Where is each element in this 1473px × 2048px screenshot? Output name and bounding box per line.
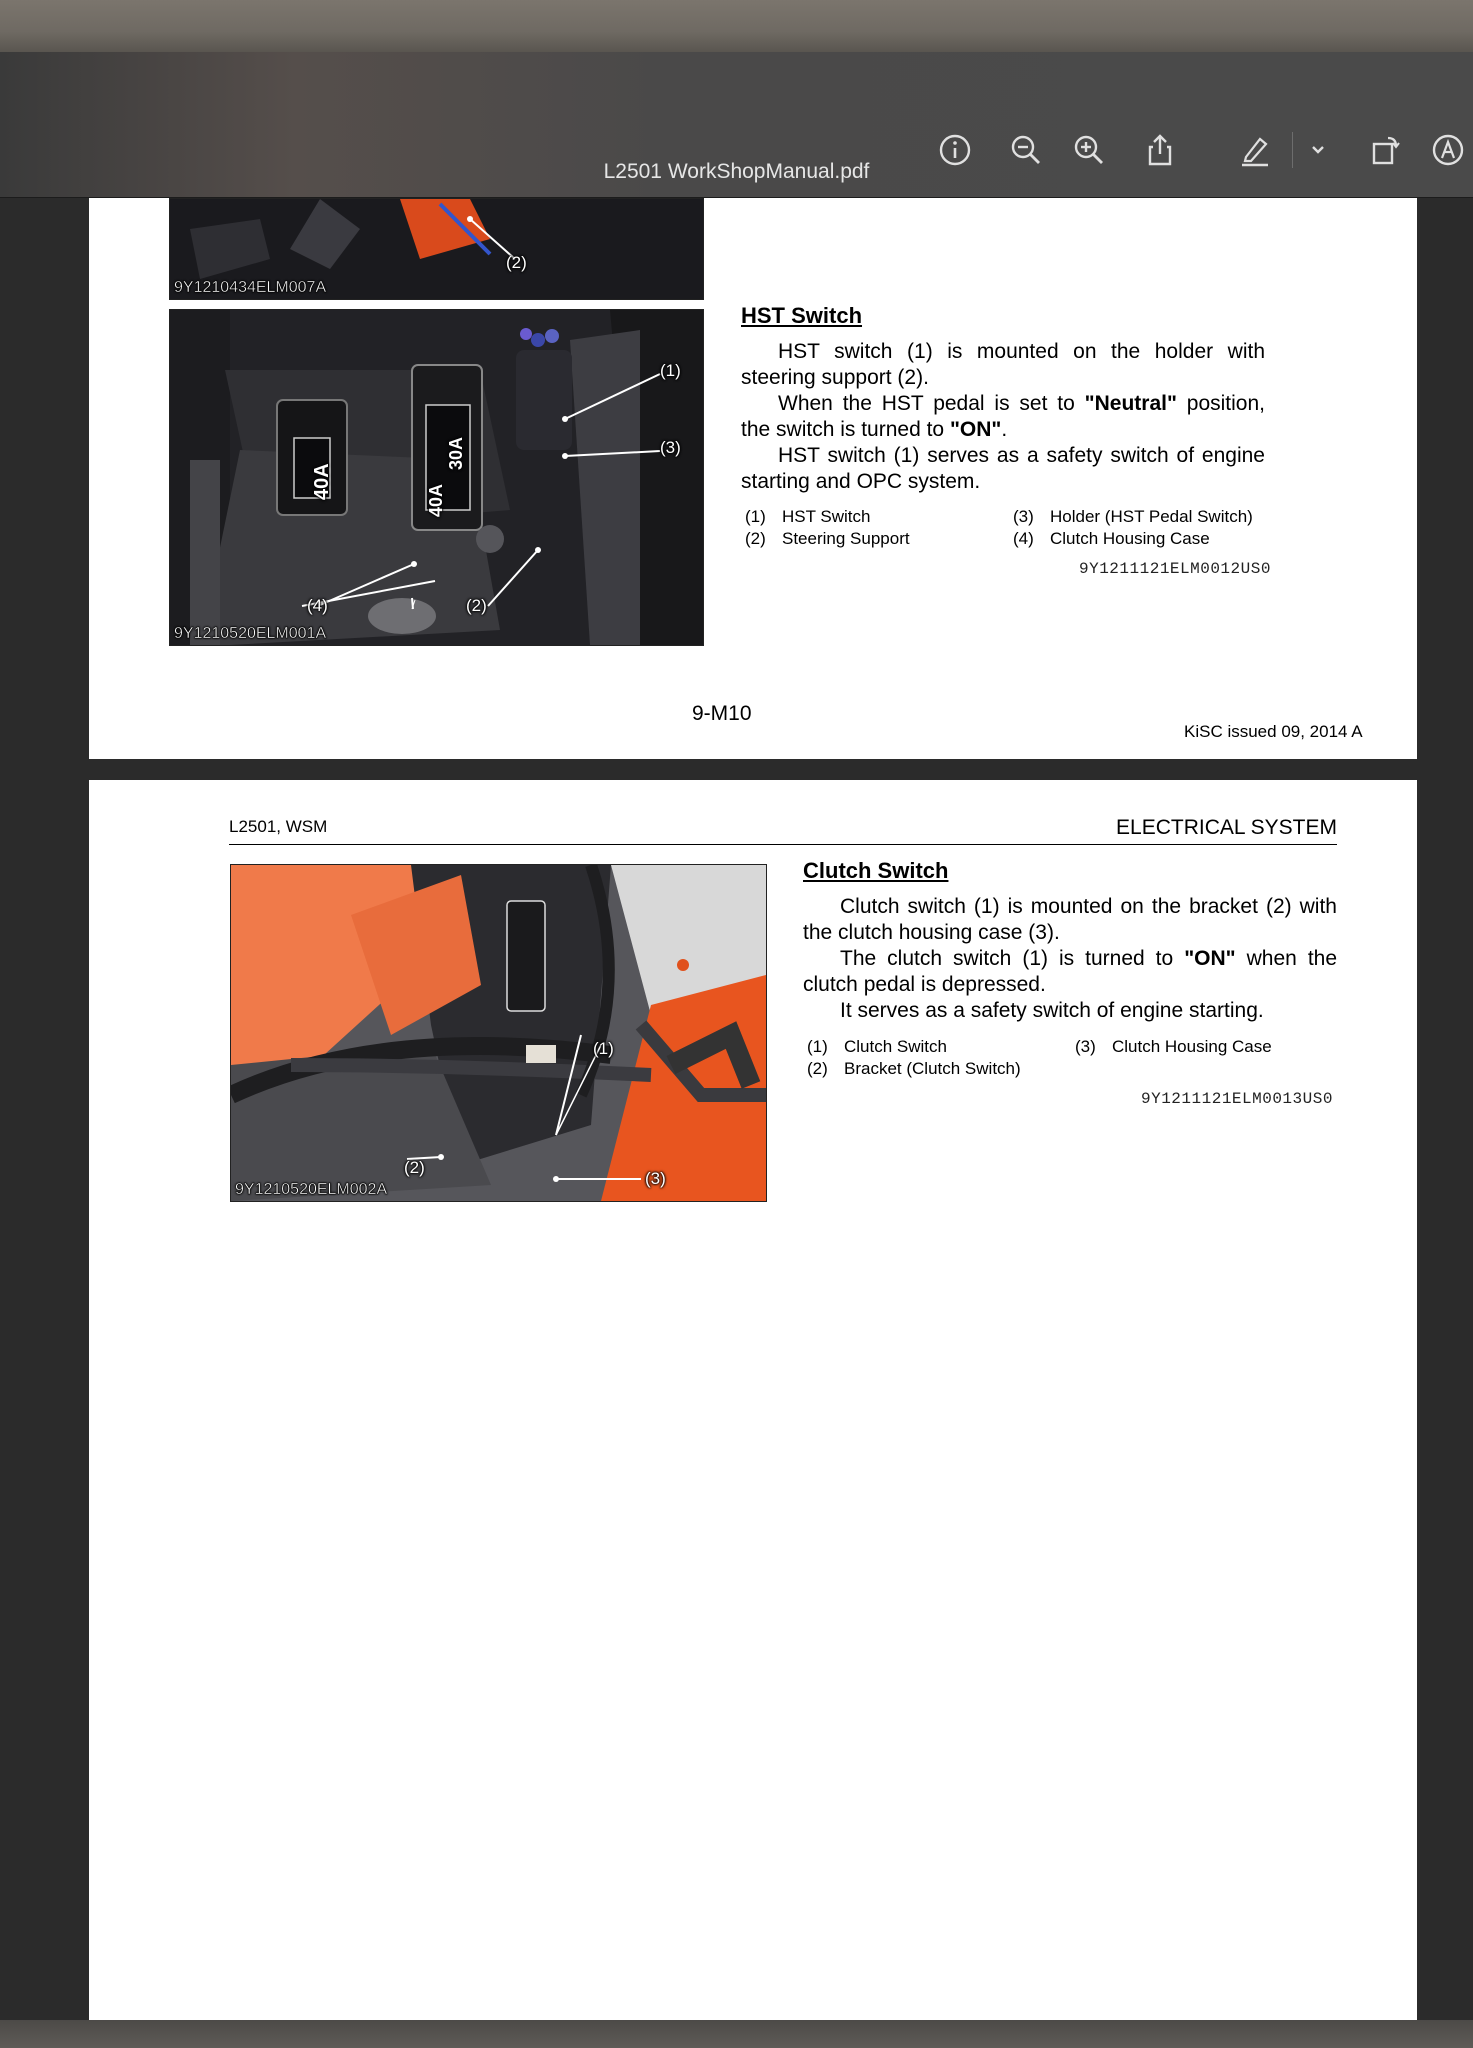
reference-code: 9Y1211121ELM0013US0: [1141, 1090, 1333, 1108]
legend: [745, 507, 1285, 551]
desktop-background-bottom: [0, 2020, 1473, 2048]
photo-top-fragment: [169, 198, 704, 300]
photo-callout-1: (1): [660, 361, 681, 380]
section-title: HST Switch: [741, 303, 863, 328]
photo-hst-switch: [169, 309, 704, 646]
photo-callout-2: (2): [466, 596, 487, 615]
issued-note: KiSC issued 09, 2014 A: [1184, 722, 1363, 741]
clutch-switch-illustration: [231, 865, 766, 1201]
photo-caption: 9Y1210520ELM001A: [174, 625, 327, 642]
paragraph: The clutch switch (1) is turned to "ON" when the clutch pedal is depressed.: [803, 947, 1338, 996]
legend-item: (2) Bracket (Clutch Switch): [807, 1059, 1021, 1078]
section-title: Clutch Switch: [803, 858, 949, 883]
photo-callout: (2): [506, 253, 527, 272]
photo-callout-3: (3): [660, 438, 681, 457]
photo-callout-1: (1): [593, 1039, 614, 1058]
photo-clutch-switch: [230, 864, 767, 1202]
reference-code: 9Y1211121ELM0012US0: [1079, 560, 1271, 578]
photo-callout-2: (2): [404, 1158, 425, 1177]
fuse-label: 30A: [446, 436, 466, 470]
page-header-left: L2501, WSM: [229, 817, 328, 836]
paragraph: When the HST pedal is set to "Neutral" position, the switch is turned to "ON".: [741, 392, 1265, 441]
fuse-label: 40A: [311, 463, 333, 500]
fuse-label: 40A: [426, 483, 446, 517]
window-title: L2501 WorkShopManual.pdf: [603, 160, 870, 183]
page-number: 9-M10: [692, 702, 752, 725]
page-header-right: ELECTRICAL SYSTEM: [1116, 816, 1337, 839]
hst-switch-illustration: [170, 310, 703, 645]
legend-item: (3) Holder (HST Pedal Switch): [1013, 507, 1253, 526]
photo-caption: 9Y1210520ELM002A: [235, 1181, 388, 1198]
paragraph: It serves as a safety switch of engine starting.: [840, 999, 1264, 1022]
pdf-page: [89, 780, 1417, 2020]
legend-item: (3) Clutch Housing Case: [1075, 1037, 1272, 1056]
paragraph: Clutch switch (1) is mounted on the bracket (2) with the clutch housing case (3).: [803, 895, 1337, 944]
paragraph: HST switch (1) serves as a safety switch of engine starting and OPC system.: [741, 444, 1265, 493]
document-viewport[interactable]: [0, 198, 1473, 2020]
legend-item: (1) Clutch Switch: [807, 1037, 947, 1056]
legend: [807, 1037, 1347, 1081]
legend-item: (4) Clutch Housing Case: [1013, 529, 1210, 548]
header-rule: [229, 844, 1337, 845]
photo-callout-3: (3): [645, 1169, 666, 1188]
window-titlebar: [0, 52, 1473, 198]
photo-caption: 9Y1210434ELM007A: [174, 279, 327, 296]
paragraph: HST switch (1) is mounted on the holder with steering support (2).: [741, 340, 1265, 389]
section-body: [803, 894, 1337, 1024]
desktop-background-top: [0, 0, 1473, 52]
photo-callout-4: (4): [307, 596, 328, 615]
legend-item: (1) HST Switch: [745, 507, 871, 526]
legend-item: (2) Steering Support: [745, 529, 910, 548]
pdf-page: [89, 198, 1417, 759]
section-body: [741, 339, 1265, 495]
